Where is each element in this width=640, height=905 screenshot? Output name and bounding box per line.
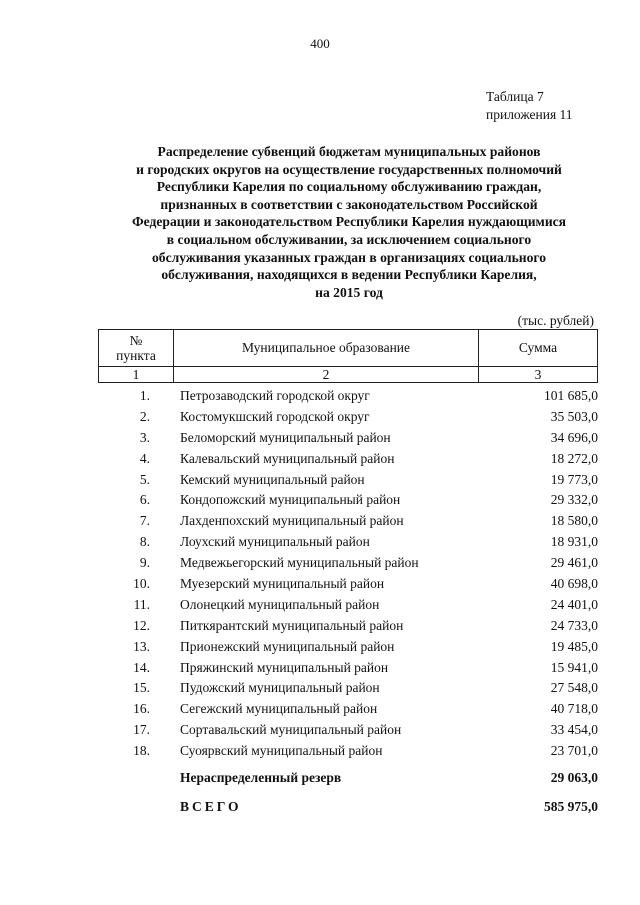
reserve-sum: 29 063,0 [550,770,598,785]
header-cell-number [98,329,174,367]
header-sum-label: Сумма [518,340,558,355]
row-number: 1. [139,388,150,403]
header-cell-sum [478,329,598,367]
table-row [98,616,598,637]
table-row [98,532,598,553]
grand-total-label: ВСЕГО [180,799,242,814]
row-sum: 18 931,0 [550,534,598,550]
table-header [98,329,598,382]
row-number: 15. [133,680,150,696]
row-sum: 23 701,0 [550,743,598,759]
row-number: 17. [133,722,150,738]
row-sum: 24 733,0 [550,617,598,633]
row-sum: 35 503,0 [550,408,598,424]
table-row [98,595,598,616]
row-sum: 19 773,0 [550,471,598,487]
document-title [100,143,598,301]
title-line: обслуживания, находящихся в ведении Республики Карелия, [161,267,537,283]
row-municipality: Муезерский муниципальный район [180,576,385,592]
row-sum: 24 401,0 [550,596,598,612]
reserve-row [98,768,598,788]
row-sum: 40 698,0 [550,576,598,592]
row-number: 13. [133,638,150,654]
table-row [98,449,598,470]
row-municipality: Пряжинский муниципальный район [180,659,389,675]
row-municipality: Суоярвский муниципальный район [180,743,383,759]
table-row [98,386,598,407]
row-municipality: Прионежский муниципальный район [180,638,395,654]
header-municipality-label: Муниципальное образование [241,340,411,355]
row-sum: 33 454,0 [550,722,598,738]
row-municipality: Петрозаводский городской округ [180,388,370,403]
table-row [98,678,598,699]
row-number: 5. [139,471,150,487]
header-cell-municipality [173,329,479,367]
row-number: 7. [139,513,150,529]
row-municipality: Беломорский муниципальный район [180,429,391,445]
row-sum: 27 548,0 [550,680,598,696]
row-sum: 15 941,0 [550,659,598,675]
title-line: и городских округов на осуществление государственных полномочий [136,161,562,177]
title-line: Республики Карелия по социальному обслуживанию граждан, [156,179,542,195]
row-sum: 18 272,0 [550,450,598,466]
index-cell-2 [173,366,479,383]
title-line: Федерации и законодательством Республики Карелия нуждающимися [131,214,567,230]
row-number: 12. [133,617,150,633]
page-number: 400 [310,36,330,51]
grand-total-sum: 585 975,0 [544,799,598,814]
row-number: 4. [139,450,150,466]
title-line: обслуживания указанных граждан в организациях социального [151,249,547,265]
row-sum: 40 718,0 [550,701,598,717]
row-municipality: Пудожский муниципальный район [180,680,380,696]
row-sum: 29 332,0 [550,492,598,508]
table-row [98,470,598,491]
row-number: 2. [139,408,150,424]
row-municipality: Костомукшский городской округ [180,408,370,424]
table-body [98,386,598,762]
index-3: 3 [534,367,542,382]
grand-total-row [98,797,598,817]
row-number: 11. [133,596,150,612]
table-row [98,511,598,532]
header-number-label: пункта [116,348,156,363]
table-reference [486,88,573,124]
row-number: 16. [133,701,150,717]
table-row [98,637,598,658]
title-line: признанных в соответствии с законодательством Российской [160,196,538,212]
table-row [98,658,598,679]
reserve-label: Нераспределенный резерв [180,770,342,785]
row-municipality: Кондопожский муниципальный район [180,492,401,508]
row-municipality: Лоухский муниципальный район [180,534,370,550]
index-1: 1 [132,367,140,382]
row-sum: 101 685,0 [544,388,598,403]
title-line: на 2015 год [315,284,383,300]
table-row [98,553,598,574]
row-sum: 19 485,0 [550,638,598,654]
row-municipality: Сегежский муниципальный район [180,701,378,717]
table-row [98,490,598,511]
table-row [98,428,598,449]
row-number: 18. [133,743,150,759]
row-municipality: Сортавальский муниципальный район [180,722,402,738]
table-row [98,720,598,741]
table-row [98,699,598,720]
index-cell-3 [478,366,598,383]
table-row [98,407,598,428]
row-number: 6. [139,492,150,508]
row-municipality: Питкярантский муниципальный район [180,617,404,633]
units-label: (тыс. рублей) [517,313,594,328]
row-municipality: Калевальский муниципальный район [180,450,395,466]
table-ref-line1: Таблица 7 [486,89,544,104]
title-line: Распределение субвенций бюджетам муниципальных районов [157,144,541,159]
row-municipality: Кемский муниципальный район [180,471,365,487]
row-municipality: Лахденпохский муниципальный район [180,513,404,529]
table-ref-line2: приложения 11 [486,107,573,122]
row-number: 8. [139,534,150,550]
row-municipality: Медвежьегорский муниципальный район [180,555,419,571]
row-number: 3. [139,429,150,445]
row-number: 10. [133,576,150,592]
row-municipality: Олонецкий муниципальный район [180,596,380,612]
row-number: 14. [133,659,150,675]
index-2: 2 [322,367,330,382]
index-cell-1 [98,366,174,383]
table-row [98,574,598,595]
header-number-sign: № [129,333,143,348]
row-sum: 18 580,0 [550,513,598,529]
title-line: в социальном обслуживании, за исключением социального [166,231,532,247]
row-sum: 29 461,0 [550,555,598,571]
row-number: 9. [139,555,150,571]
row-sum: 34 696,0 [550,429,598,445]
table-row [98,741,598,762]
